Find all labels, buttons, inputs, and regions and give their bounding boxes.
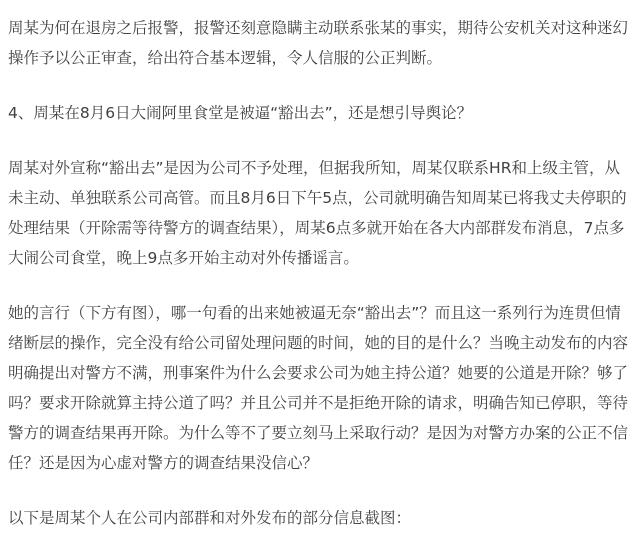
paragraph-screenshot-intro: 以下是周某个人在公司内部群和对外发布的部分信息截图： [8,509,412,527]
paragraph-behavior-analysis: 她的言行（下方有图），哪一句看的出来她被逼无奈“豁出去”？而且这一系列行为连贯但情绪断层的操作，完全没有给公司留处理问题的时间，她的目的是什么？当晚主动发布的内容明确提出对警方不满，刑事案件为什么会要求公司为她主持公道？她要的公道是开除？够了吗？要求开除就算主持公道了吗？并且公司并不是拒绝开除的请求，明确告知已停职，等待警方的调查结果再开除。为什么等不了要立刻马上采取行动？是因为对警方办案的公正不信任？还是因为心虚对警方的调查结果没信心？ [8,304,629,472]
question-4-heading: 4、周某在8月6日大闹阿里食堂是被逼“豁出去”，还是想引导舆论？ [8,104,473,122]
paragraph-police-report: 周某为何在退房之后报警，报警还刻意隐瞒主动联系张某的事实，期待公安机关对这种迷幻操作予以公正审查，给出符合基本逻辑，令人信服的公正判断。 [8,19,629,67]
paragraph-company-response: 周某对外宣称“豁出去”是因为公司不予处理，但据我所知，周某仅联系HR和上级主管，从未主动、单独联系公司高管。而且8月6日下午5点，公司就明确告知周某已将我丈夫停职的处理结果（开除需等待警方的调查结果），周某6点多就开始在各大内部群发布消息，7点多大闹公司食堂，晚上9点多开始主动对外传播谣言。 [8,159,627,267]
